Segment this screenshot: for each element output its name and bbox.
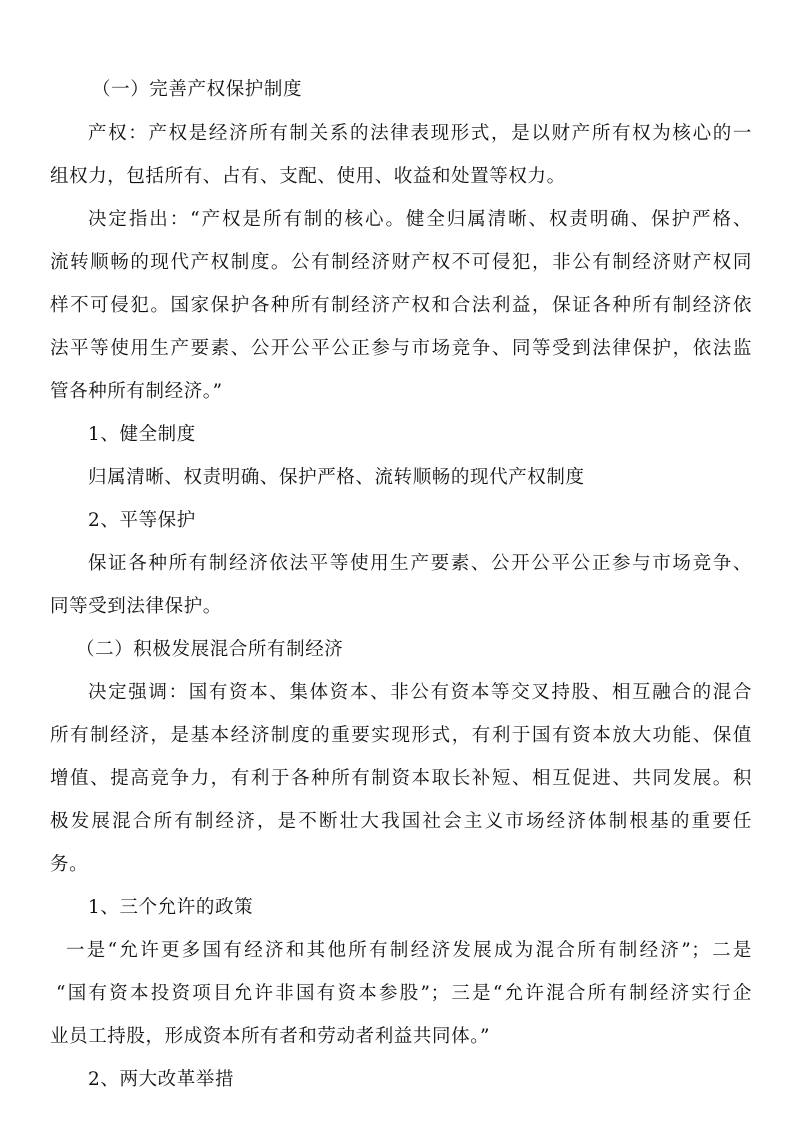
paragraph-line: “国有资本投资项目允许非国有资本参股”；三是“允许混合所有制经济实行企 <box>56 983 752 1004</box>
subheading: 2、两大改革举措 <box>88 1069 235 1090</box>
section-heading-2: （二）积极发展混合所有制经济 <box>76 639 344 660</box>
paragraph-line: 流转顺畅的现代产权制度。公有制经济财产权不可侵犯，非公有制经济财产权同 <box>50 252 752 273</box>
paragraph-line: 样不可侵犯。国家保护各种所有制经济产权和合法利益，保证各种所有制经济依 <box>50 295 752 316</box>
section-heading-1: （一）完善产权保护制度 <box>92 79 303 100</box>
paragraph-line: 决定强调：国有资本、集体资本、非公有资本等交叉持股、相互融合的混合 <box>88 682 752 703</box>
paragraph-line: 决定指出：“产权是所有制的核心。健全归属清晰、权责明确、保护严格、 <box>88 209 752 230</box>
paragraph-line: 同等受到法律保护。 <box>50 596 222 617</box>
paragraph-line: 业员工持股，形成资本所有者和劳动者利益共同体。” <box>50 1026 491 1047</box>
subheading: 1、三个允许的政策 <box>88 897 254 918</box>
paragraph-line: 法平等使用生产要素、公开公平公正参与市场竞争、同等受到法律保护，依法监 <box>50 338 752 359</box>
paragraph-line: 一是“允许更多国有经济和其他所有制经济发展成为混合所有制经济”；二是 <box>66 940 752 961</box>
paragraph-line: 产权：产权是经济所有制关系的法律表现形式，是以财产所有权为核心的一 <box>88 123 752 144</box>
paragraph-line: 管各种所有制经济。” <box>50 381 223 402</box>
subheading: 2、平等保护 <box>88 510 196 531</box>
paragraph-line: 务。 <box>50 854 89 875</box>
paragraph-line: 所有制经济，是基本经济制度的重要实现形式，有利于国有资本放大功能、保值 <box>50 725 752 746</box>
paragraph-line: 组权力，包括所有、占有、支配、使用、收益和处置等权力。 <box>50 166 566 187</box>
paragraph-line: 极发展混合所有制经济，是不断壮大我国社会主义市场经济体制根基的重要任 <box>50 811 752 832</box>
subheading: 1、健全制度 <box>88 424 196 445</box>
paragraph-line: 增值、提高竞争力，有利于各种所有制资本取长补短、相互促进、共同发展。积 <box>50 768 752 789</box>
paragraph-line: 保证各种所有制经济依法平等使用生产要素、公开公平公正参与市场竞争、 <box>88 553 752 574</box>
paragraph-line: 归属清晰、权责明确、保护严格、流转顺畅的现代产权制度 <box>88 467 585 488</box>
